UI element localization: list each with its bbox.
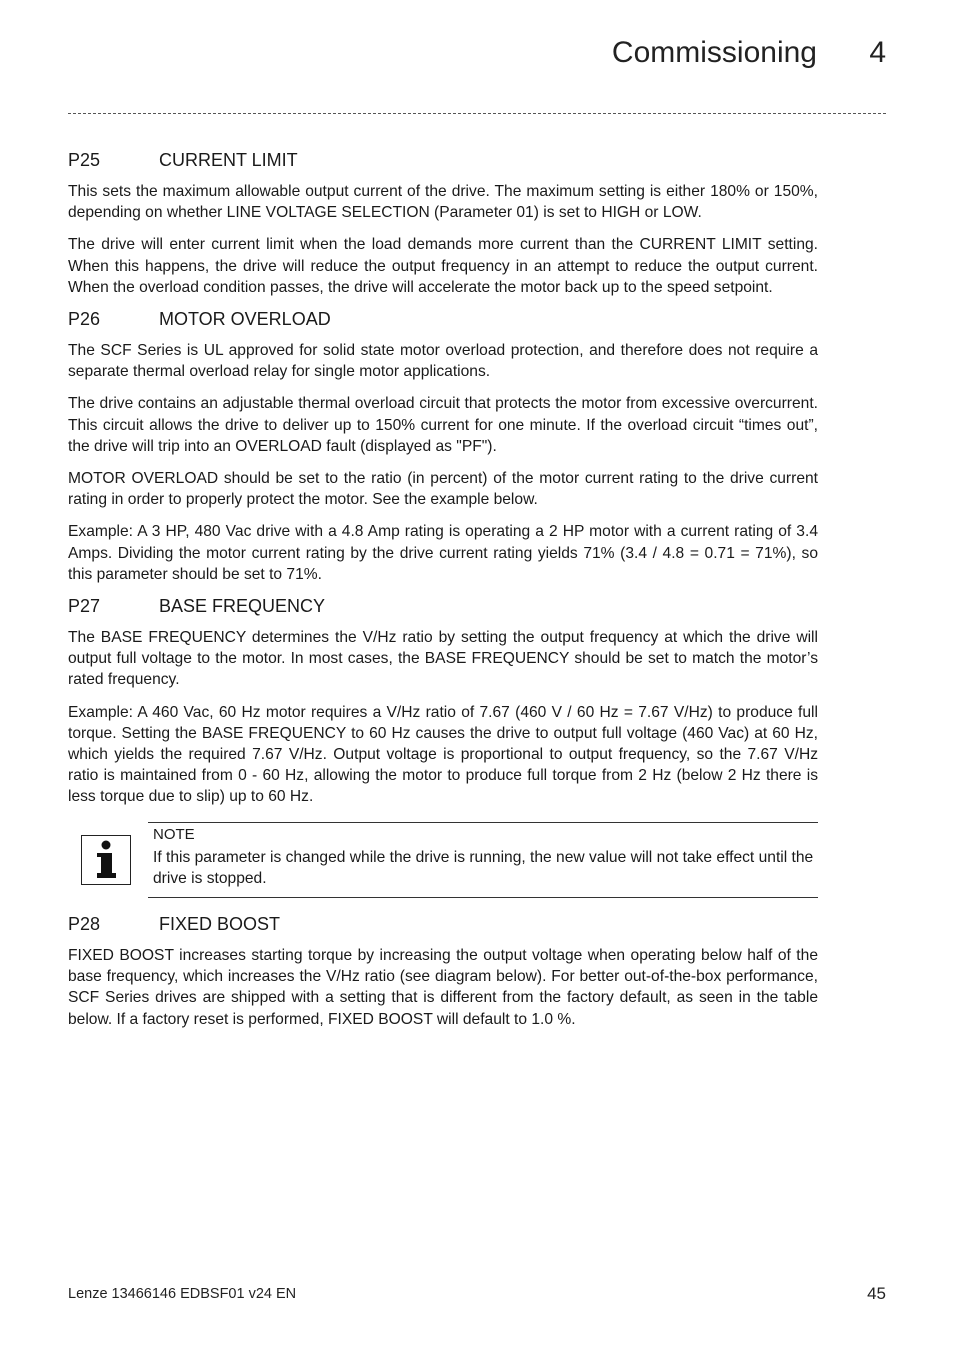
note-icon-container	[68, 822, 148, 898]
note-box	[68, 822, 818, 898]
example-label: Example:	[68, 523, 134, 541]
parameter-heading	[68, 309, 818, 330]
parameter-code: P25	[68, 150, 101, 170]
paragraph: The SCF Series is UL approved for solid state motor overload protection, and therefore does not require a separate thermal overload relay for single motor applications.	[68, 342, 818, 381]
parameter-title: FIXED BOOST	[159, 914, 281, 935]
section-p25	[68, 150, 818, 298]
parameter-code: P28	[68, 914, 101, 935]
parameter-heading	[68, 150, 818, 171]
footer-document-id: Lenze 13466146 EDBSF01 v24 EN	[68, 1286, 297, 1302]
parameter-title: CURRENT LIMIT	[159, 150, 298, 170]
paragraph: The BASE FREQUENCY determines the V/Hz ratio by setting the output frequency at which the drive will output full voltage to the motor. In most cases, the BASE FREQUENCY should be set to match the motor’s rated frequency.	[68, 629, 818, 689]
section-p26	[68, 309, 818, 585]
paragraph: FIXED BOOST increases starting torque by increasing the output voltage when operating below half of the base frequency, which increases the V/Hz ratio (see diagram below). For better out-of-the-box performance, SCF Series drives are shipped with a setting that is different from the factory default, as seen in the table below. If a factory reset is performed, FIXED BOOST will default to 1.0 %.	[68, 947, 818, 1028]
parameter-heading	[68, 596, 818, 617]
paragraph: The drive contains an adjustable thermal overload circuit that protects the motor from excessive overcurrent. This circuit allows the drive to deliver up to 150% current for one minute. If the overload circuit “times out”, the drive will trip into an OVERLOAD fault (displayed as "PF").	[68, 395, 818, 455]
parameter-code: P26	[68, 309, 101, 330]
section-p28	[68, 914, 818, 1030]
parameter-heading	[68, 914, 818, 935]
example-paragraph	[68, 521, 818, 585]
chapter-title: Commissioning	[611, 36, 817, 69]
footer-page-number: 45	[867, 1284, 886, 1303]
example-label: Example:	[68, 703, 134, 721]
page-body	[68, 150, 818, 1041]
note-text: If this parameter is changed while the drive is running, the new value will not take effect until the drive is stopped.	[153, 848, 814, 887]
parameter-title: BASE FREQUENCY	[159, 596, 326, 617]
parameter-title: MOTOR OVERLOAD	[159, 309, 331, 330]
note-title: NOTE	[153, 825, 195, 843]
info-glyph	[94, 840, 118, 880]
example-text: A 460 Vac, 60 Hz motor requires a V/Hz ratio of 7.67 (460 V / 60 Hz = 7.67 V/Hz) to produce full torque. Setting the BASE FREQUENCY to 60 Hz causes the drive to output full voltage (460 Vac) at 60 Hz, which yields the required 7.67 V/Hz. Output voltage is proportional to output frequency, so the 7.67 V/Hz ratio is maintained from 0 - 60 Hz, allowing the motor to produce full torque from 2 Hz (below 2 Hz there is less torque due to slip) up to 60 Hz.	[68, 703, 818, 806]
info-icon	[81, 835, 131, 885]
header-divider	[68, 113, 886, 114]
paragraph: The drive will enter current limit when the load demands more current than the CURRENT LIMIT setting. When this happens, the drive will reduce the output frequency in an attempt to reduce the output current. When the overload condition passes, the drive will accelerate the motor back up to the speed setpoint.	[68, 236, 818, 296]
example-paragraph	[68, 702, 818, 808]
section-p27	[68, 596, 818, 808]
paragraph: This sets the maximum allowable output current of the drive. The maximum setting is either 180% or 150%, depending on whether LINE VOLTAGE SELECTION (Parameter 01) is set to HIGH or LOW.	[68, 183, 818, 222]
note-content	[148, 822, 818, 898]
example-text: A 3 HP, 480 Vac drive with a 4.8 Amp rating is operating a 2 HP motor with a current rating of 3.4 Amps. Dividing the motor current rating by the drive current rating yields 71% (3.4 / 4.8 = 0.71 = 71%), so this parameter should be set to 71%.	[68, 523, 818, 583]
paragraph: MOTOR OVERLOAD should be set to the ratio (in percent) of the motor current rating to the drive current rating in order to properly protect the motor. See the example below.	[68, 470, 818, 509]
chapter-number: 4	[869, 36, 886, 69]
parameter-code: P27	[68, 596, 101, 617]
